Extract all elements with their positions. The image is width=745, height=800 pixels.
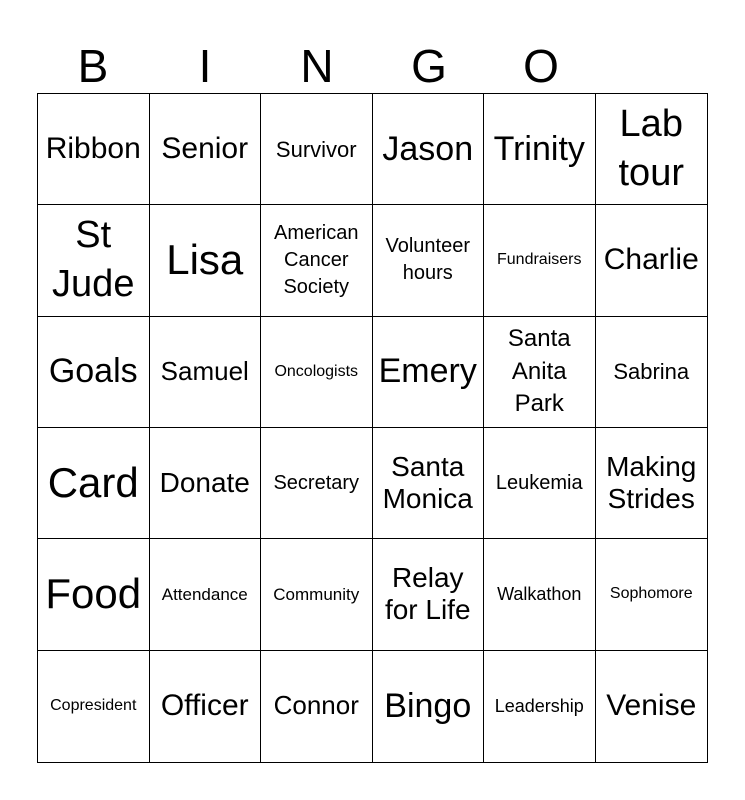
bingo-cell[interactable]: Senior [150, 94, 262, 205]
bingo-cell[interactable]: Sabrina [596, 317, 708, 428]
bingo-cell[interactable]: Emery [373, 317, 485, 428]
bingo-cell[interactable]: Community [261, 539, 373, 650]
bingo-cell[interactable]: Santa Monica [373, 428, 485, 539]
bingo-cell[interactable]: Bingo [373, 651, 485, 762]
header-letter-n: N [300, 40, 334, 92]
bingo-cell[interactable]: Sophomore [596, 539, 708, 650]
bingo-cell[interactable]: Attendance [150, 539, 262, 650]
bingo-cell[interactable]: Trinity [484, 94, 596, 205]
header-letter-i: I [198, 40, 212, 92]
bingo-cell[interactable]: Copresident [38, 651, 150, 762]
bingo-cell[interactable]: Leadership [484, 651, 596, 762]
bingo-cell[interactable]: Santa Anita Park [484, 317, 596, 428]
bingo-cell[interactable]: Connor [261, 651, 373, 762]
bingo-cell[interactable]: Relay for Life [373, 539, 485, 650]
bingo-cell[interactable]: Lisa [150, 205, 262, 316]
bingo-cell[interactable]: Fundraisers [484, 205, 596, 316]
bingo-cell[interactable]: Making Strides [596, 428, 708, 539]
bingo-cell[interactable]: Walkathon [484, 539, 596, 650]
bingo-cell[interactable]: Volunteer hours [373, 205, 485, 316]
bingo-cell[interactable]: Lab tour [596, 94, 708, 205]
bingo-cell[interactable]: St Jude [38, 205, 150, 316]
bingo-cell[interactable]: Venise [606, 689, 697, 723]
header-letter-o: O [523, 40, 559, 92]
bingo-cell[interactable]: American Cancer Society [261, 205, 373, 316]
bingo-cell[interactable]: Donate [150, 428, 262, 539]
bingo-cell[interactable]: Samuel [150, 317, 262, 428]
bingo-cell[interactable]: Ribbon [38, 94, 150, 205]
bingo-header [37, 36, 708, 96]
bingo-cell[interactable]: Secretary [261, 428, 373, 539]
bingo-cell[interactable]: Charlie [596, 205, 708, 316]
bingo-cell[interactable]: Jason [373, 94, 485, 205]
header-letter-g: G [411, 40, 447, 92]
bingo-cell[interactable]: Leukemia [484, 428, 596, 539]
bingo-cell[interactable]: Survivor [261, 94, 373, 205]
bingo-cell[interactable]: Oncologists [261, 317, 373, 428]
bingo-cell[interactable]: Officer [150, 651, 262, 762]
bingo-grid [37, 93, 708, 763]
bingo-cell[interactable]: Card [38, 428, 150, 539]
bingo-cell[interactable]: Food [38, 539, 150, 650]
header-letter-b: B [77, 40, 109, 92]
bingo-cell[interactable]: Goals [38, 317, 150, 428]
